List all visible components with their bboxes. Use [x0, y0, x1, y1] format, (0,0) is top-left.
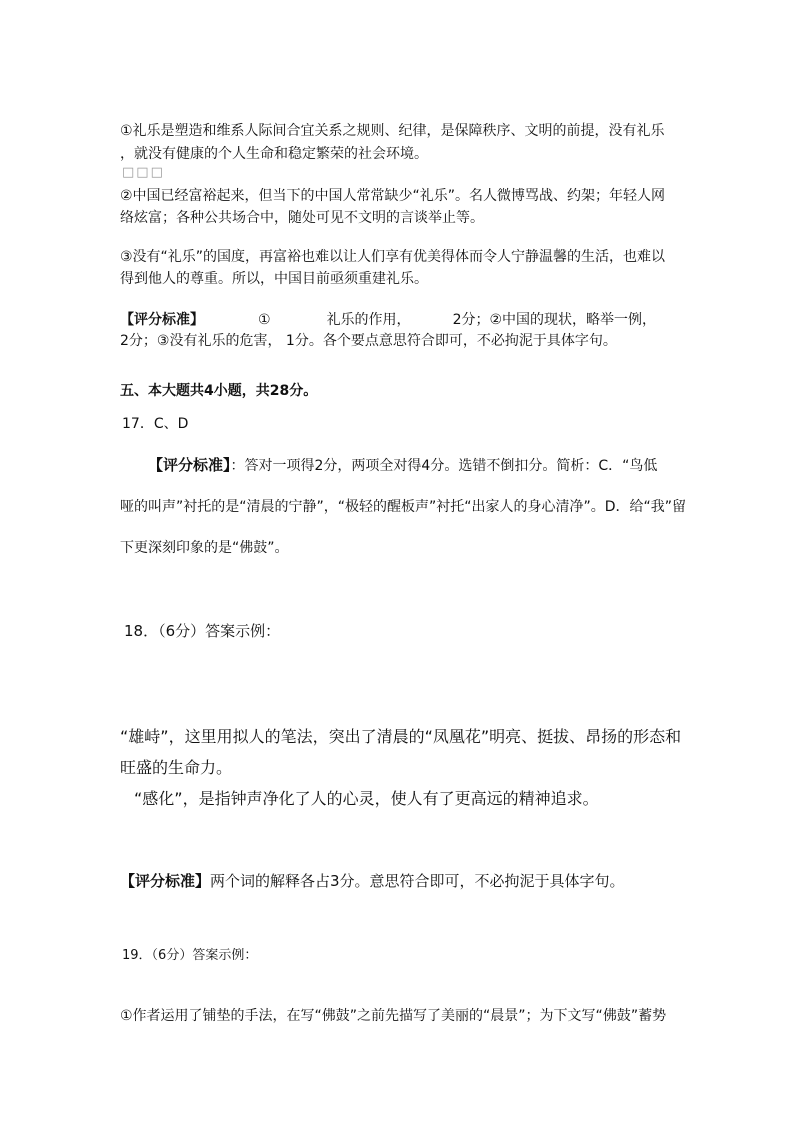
q16-criteria-part-1: 礼乐的作用， [326, 312, 411, 328]
section-5-heading: 五、本大题共4小题，共28分。 [120, 383, 318, 399]
q16-paragraph-2-line-1: ②中国已经富裕起来，但当下的中国人常常缺少“礼乐”。名人微博骂战、约架；年轻人网 [120, 188, 666, 204]
q16-criteria-line-2: 2分；③没有礼乐的危害， 1分。各个要点意思符合即可，不必拘泥于具体字句。 [120, 333, 617, 349]
q18-answer-line-2: 旺盛的生命力。 [120, 758, 233, 777]
q16-criteria-part-2: 2分；②中国的现状，略举一例， [452, 312, 657, 328]
q16-paragraph-3-line-1: ③没有“礼乐”的国度，再富裕也难以让人们享有优美得体而令人宁静温馨的生活，也难以 [120, 249, 666, 265]
q17-criteria-line-2: 哑的叫声”衬托的是“清晨的宁静”，“极轻的醒板声”衬托“出家人的身心清净”。D．给“我”留 [120, 499, 687, 515]
q18-answer-line-1: “雄峙”，这里用拟人的笔法，突出了清晨的“凤凰花”明亮、挺拔、昂扬的形态和 [120, 727, 682, 746]
q16-paragraph-1-line-2: ，就没有健康的个人生命和稳定繁荣的社会环境。 [120, 146, 428, 162]
q19-answer-line-1: ①作者运用了铺垫的手法，在写“佛鼓”之前先描写了美丽的“晨景”；为下文写“佛鼓”蓄势 [120, 1008, 667, 1024]
q17-criteria-line-1 [148, 454, 657, 475]
q16-paragraph-1-line-1: ①礼乐是塑造和维系人际间合宜关系之规则、纪律，是保障秩序、文明的前提，没有礼乐 [120, 123, 665, 139]
q17-answer: 17．C、D [122, 416, 189, 432]
q17-criteria-text: ：答对一项得2分，两项全对得4分。选错不倒扣分。简析：C．“鸟低 [230, 458, 658, 474]
q16-paragraph-2-line-2: 络炫富；各种公共场合中，随处可见不文明的言谈举止等。 [120, 210, 484, 226]
q17-criteria-label: 【评分标准】 [148, 456, 231, 474]
q18-answer-line-3: “感化”，是指钟声净化了人的心灵，使人有了更高远的精神追求。 [134, 789, 599, 808]
q16-paragraph-3-line-2: 得到他人的尊重。所以，中国目前亟须重建礼乐。 [120, 271, 428, 287]
q18-heading: 18．（6分）答案示例： [124, 622, 281, 640]
q17-criteria-line-3: 下更深刻印象的是“佛鼓”。 [120, 540, 289, 556]
placeholder-marks: □□□ [122, 165, 165, 180]
q18-criteria-label: 【评分标准】 [120, 872, 211, 890]
q18-criteria [120, 870, 625, 891]
q19-heading: 19．（6分）答案示例： [122, 948, 258, 963]
q18-criteria-text: 两个词的解释各占3分。意思符合即可，不必拘泥于具体字句。 [210, 872, 625, 890]
q16-criteria-line-1 [120, 309, 656, 329]
q16-criteria-label: 【评分标准】 [120, 312, 204, 328]
q16-criteria-circle: ① [258, 312, 271, 328]
